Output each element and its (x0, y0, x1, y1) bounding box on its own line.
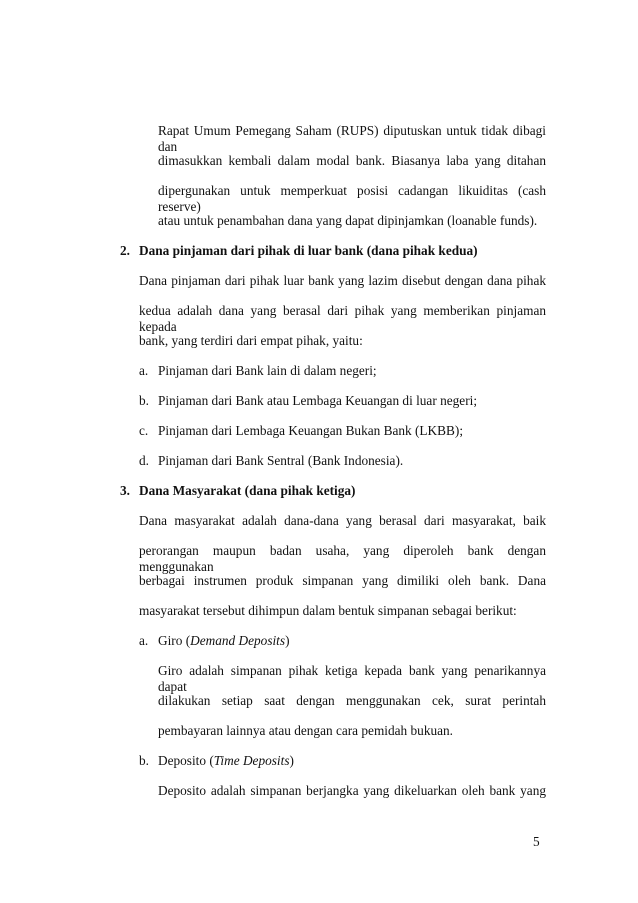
text-line: Dana masyarakat adalah dana-dana yang berasal dari masyarakat, baik (139, 513, 546, 528)
text-line: berbagai instrumen produk simpanan yang dimiliki oleh bank. Dana (139, 573, 546, 588)
section-number: 3. (120, 483, 130, 498)
label-end: ) (285, 633, 290, 648)
list-item-text: Pinjaman dari Lembaga Keuangan Bukan Bank (LKBB); (158, 423, 464, 438)
list-letter: d. (139, 453, 149, 468)
text-line: perorangan maupun badan usaha, yang diperoleh bank dengan menggunakan (139, 543, 546, 574)
label-text: Deposito ( (158, 753, 214, 768)
text-line: Dana pinjaman dari pihak luar bank yang lazim disebut dengan dana pihak (139, 273, 546, 288)
list-letter: a. (139, 633, 149, 648)
list-item-text: Pinjaman dari Bank atau Lembaga Keuangan di luar negeri; (158, 393, 478, 408)
text-line: dilakukan setiap saat dengan menggunakan cek, surat perintah (158, 693, 546, 708)
label-end: ) (289, 753, 294, 768)
page-number: 5 (533, 834, 540, 849)
list-letter: c. (139, 423, 149, 438)
text-line: dimasukkan kembali dalam modal bank. Biasanya laba yang ditahan (158, 153, 546, 168)
text-line: Rapat Umum Pemegang Saham (RUPS) diputuskan untuk tidak dibagi dan (158, 123, 546, 154)
label-text: Giro ( (158, 633, 191, 648)
text-line: atau untuk penambahan dana yang dapat dipinjamkan (loanable funds). (158, 213, 538, 228)
text-line: Deposito adalah simpanan berjangka yang dikeluarkan oleh bank yang (158, 783, 546, 798)
label-italic: Demand Deposits (190, 633, 286, 648)
text-line: Giro adalah simpanan pihak ketiga kepada bank yang penarikannya dapat (158, 663, 546, 694)
text-line: kedua adalah dana yang berasal dari pihak yang memberikan pinjaman kepada (139, 303, 546, 334)
text-line: pembayaran lainnya atau dengan cara pemidah bukuan. (158, 723, 453, 738)
list-item-label (158, 753, 294, 769)
section-number: 2. (120, 243, 130, 258)
section-heading: Dana Masyarakat (dana pihak ketiga) (139, 483, 356, 498)
text-line: dipergunakan untuk memperkuat posisi cadangan likuiditas (cash reserve) (158, 183, 546, 214)
section-heading: Dana pinjaman dari pihak di luar bank (dana pihak kedua) (139, 243, 478, 258)
list-item-text: Pinjaman dari Bank Sentral (Bank Indonesia). (158, 453, 404, 468)
label-italic: Time Deposits (213, 753, 290, 768)
list-letter: b. (139, 393, 149, 408)
list-item-label (158, 633, 290, 649)
text-line: masyarakat tersebut dihimpun dalam bentuk simpanan sebagai berikut: (139, 603, 517, 618)
list-letter: b. (139, 753, 149, 768)
list-letter: a. (139, 363, 149, 378)
list-item-text: Pinjaman dari Bank lain di dalam negeri; (158, 363, 377, 378)
text-line: bank, yang terdiri dari empat pihak, yaitu: (139, 333, 363, 348)
